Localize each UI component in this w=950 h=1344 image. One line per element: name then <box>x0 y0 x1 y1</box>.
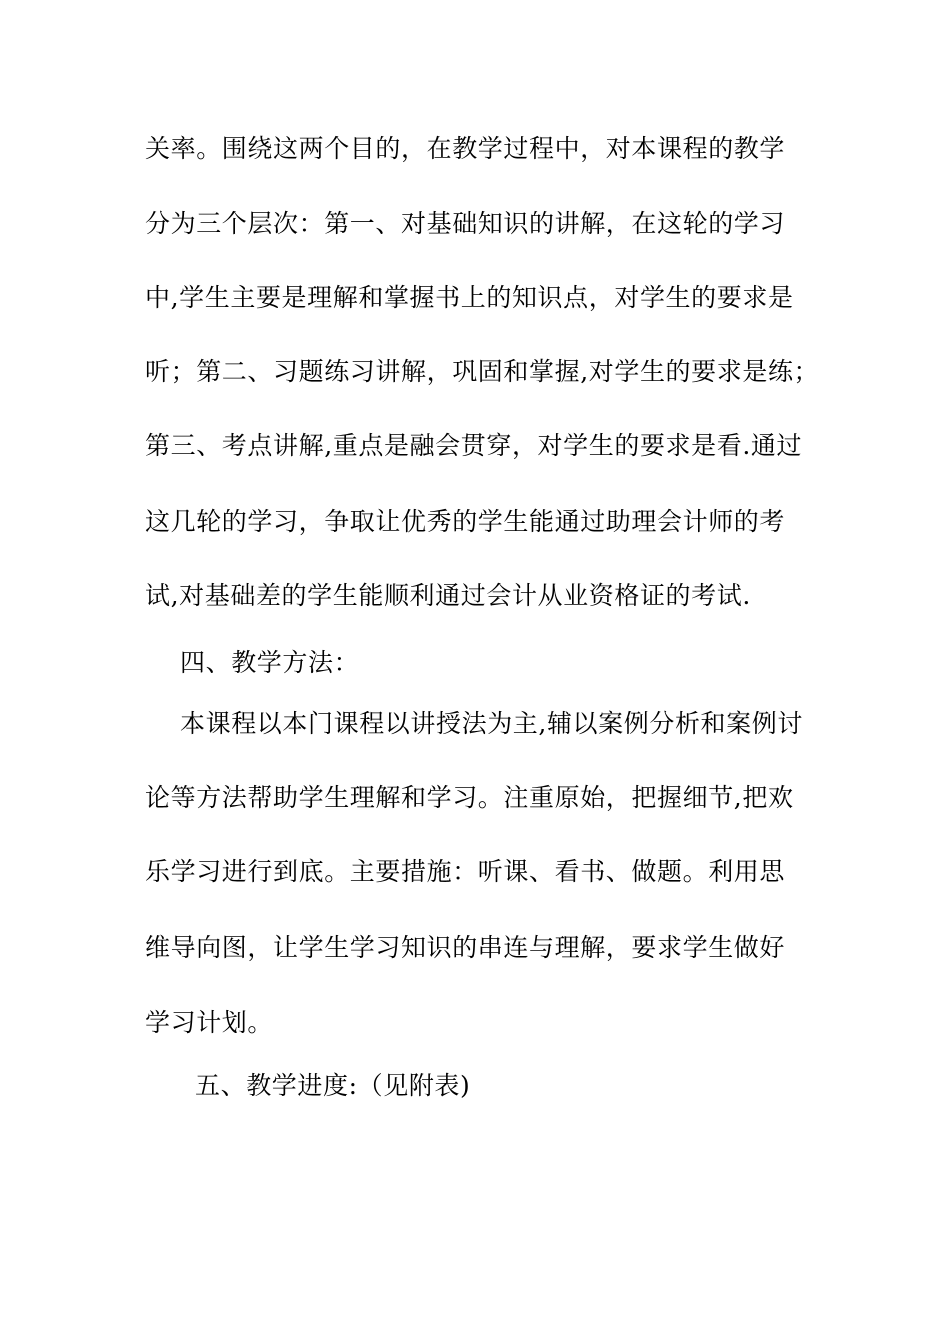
paragraph-line: 这几轮的学习，争取让优秀的学生能通过助理会计师的考 <box>145 507 786 536</box>
paragraph-line: 试,对基础差的学生能顺利通过会计从业资格证的考试. <box>145 581 751 610</box>
paragraph-line: 乐学习进行到底。主要措施：听课、看书、做题。利用思 <box>145 857 786 886</box>
section-heading-5: 五、教学进度:（见附表) <box>195 1071 471 1100</box>
paragraph-line: 中,学生主要是理解和掌握书上的知识点，对学生的要求是 <box>145 283 794 312</box>
paragraph-line: 学习计划。 <box>145 1008 274 1037</box>
paragraph-line: 第三、考点讲解,重点是融会贯穿，对学生的要求是看.通过 <box>145 431 803 460</box>
paragraph-line: 听；第二、习题练习讲解，巩固和掌握,对学生的要求是练； <box>145 357 820 386</box>
section-heading-4: 四、教学方法： <box>180 648 360 677</box>
paragraph-line: 论等方法帮助学生理解和学习。注重原始，把握细节,把欢 <box>145 783 794 812</box>
paragraph-line: 本课程以本门课程以讲授法为主,辅以案例分析和案例讨 <box>180 709 803 738</box>
paragraph-line: 关率。围绕这两个目的，在教学过程中，对本课程的教学 <box>145 134 786 163</box>
paragraph-line: 分为三个层次：第一、对基础知识的讲解，在这轮的学习 <box>145 209 786 238</box>
paragraph-line: 维导向图，让学生学习知识的串连与理解，要求学生做好 <box>145 933 786 962</box>
